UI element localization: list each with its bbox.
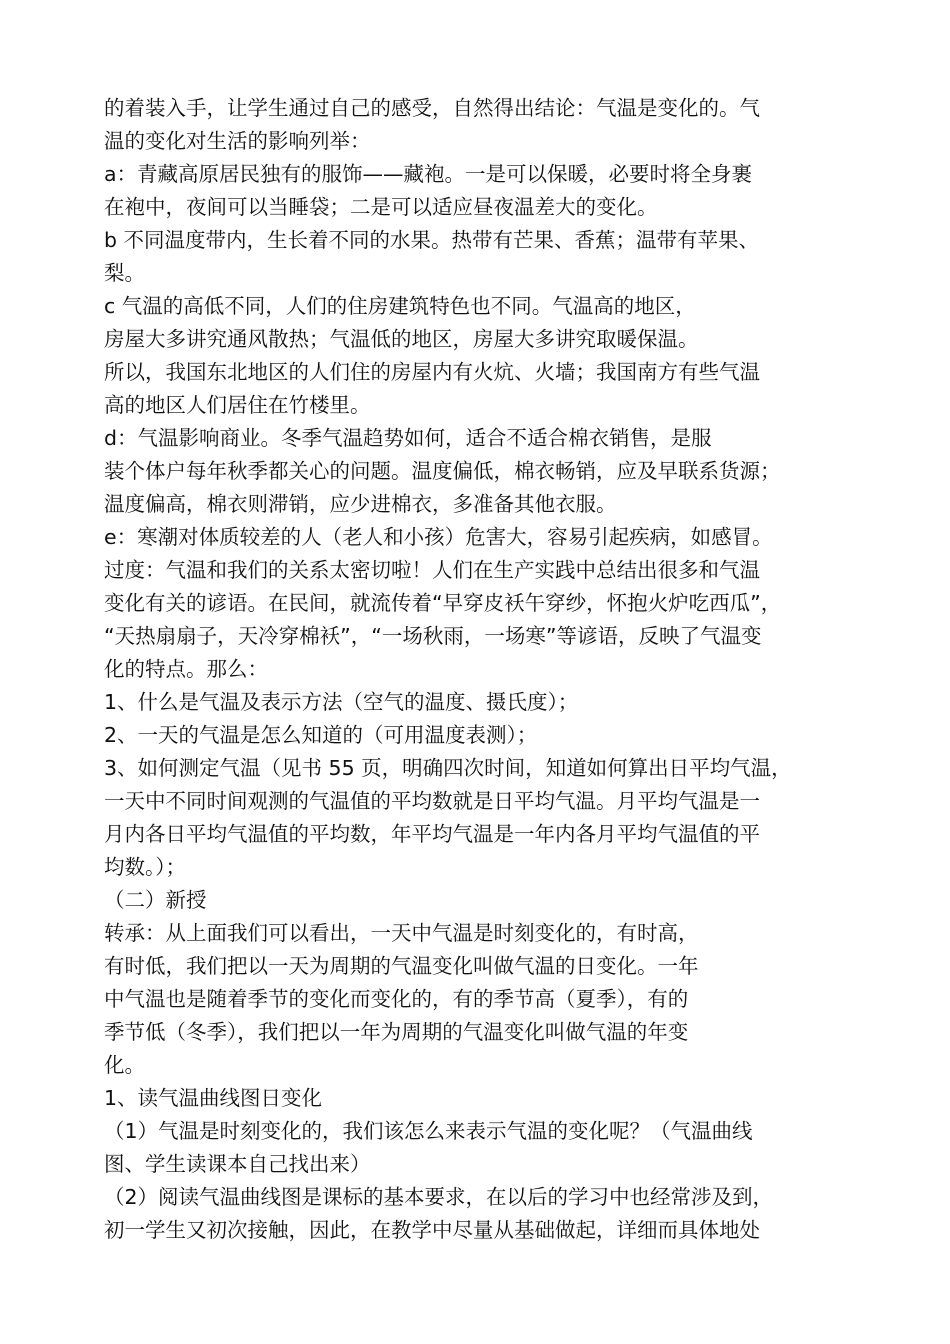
text-line: c 气温的高低不同，人们的住房建筑特色也不同。气温高的地区， <box>104 294 696 318</box>
text-line: 3、如何测定气温（见书 55 页，明确四次时间，知道如何算出日平均气温， <box>104 756 792 780</box>
text-line: 2、一天的气温是怎么知道的（可用温度表测）； <box>104 723 538 747</box>
text-line: 转承：从上面我们可以看出，一天中气温是时刻变化的，有时高， <box>104 921 699 945</box>
text-line: d：气温影响商业。冬季气温趋势如何，适合不适合棉衣销售，是服 <box>104 426 712 450</box>
text-line: 所以，我国东北地区的人们住的房屋内有火炕、火墙；我国南方有些气温 <box>104 360 760 384</box>
text-line: 温度偏高，棉衣则滞销，应少进棉衣，多准备其他衣服。 <box>104 492 617 516</box>
text-line: a：青藏高原居民独有的服饰——藏袍。一是可以保暖，必要时将全身裹 <box>104 162 753 186</box>
text-line: 过度：气温和我们的关系太密切啦！人们在生产实践中总结出很多和气温 <box>104 558 760 582</box>
text-line: 变化有关的谚语。在民间，就流传着“早穿皮袄午穿纱，怀抱火炉吃西瓜”， <box>104 591 782 615</box>
text-line: 一天中不同时间观测的气温值的平均数就是日平均气温。月平均气温是一 <box>104 789 760 813</box>
text-line: （2）阅读气温曲线图是课标的基本要求，在以后的学习中也经常涉及到， <box>104 1185 774 1209</box>
text-line: 化的特点。那么： <box>104 657 268 681</box>
document-body <box>104 92 864 1247</box>
text-line: 高的地区人们居住在竹楼里。 <box>104 393 371 417</box>
text-line: “天热扇扇子，天冷穿棉袄”，“一场秋雨，一场寒”等谚语，反映了气温变 <box>104 624 762 648</box>
text-line: 的着装入手，让学生通过自己的感受，自然得出结论：气温是变化的。气 <box>104 96 760 120</box>
text-line: 在袍中，夜间可以当睡袋；二是可以适应昼夜温差大的变化。 <box>104 195 658 219</box>
text-line: 房屋大多讲究通风散热；气温低的地区，房屋大多讲究取暖保温。 <box>104 327 699 351</box>
text-line: 化。 <box>104 1053 145 1077</box>
text-line: 1、读气温曲线图日变化 <box>104 1086 323 1110</box>
text-line: 图、学生读课本自己找出来） <box>104 1152 371 1176</box>
text-line: e：寒潮对体质较差的人（老人和小孩）危害大，容易引起疾病，如感冒。 <box>104 525 773 549</box>
text-line: 装个体户每年秋季都关心的问题。温度偏低，棉衣畅销，应及早联系货源； <box>104 459 781 483</box>
text-line: 梨。 <box>104 261 145 285</box>
text-line: 温的变化对生活的影响列举： <box>104 129 371 153</box>
text-line: 初一学生又初次接触，因此，在教学中尽量从基础做起，详细而具体地处 <box>104 1218 760 1242</box>
text-line: 均数。）； <box>104 855 186 879</box>
section-heading: （二）新授 <box>104 888 207 912</box>
text-line: b 不同温度带内，生长着不同的水果。热带有芒果、香蕉；温带有苹果、 <box>104 228 760 252</box>
text-line: （1）气温是时刻变化的，我们该怎么来表示气温的变化呢？（气温曲线 <box>104 1119 753 1143</box>
text-line: 有时低，我们把以一天为周期的气温变化叫做气温的日变化。一年 <box>104 954 699 978</box>
text-line: 中气温也是随着季节的变化而变化的，有的季节高（夏季），有的 <box>104 987 689 1011</box>
text-line: 1、什么是气温及表示方法（空气的温度、摄氏度）； <box>104 690 579 714</box>
text-line: 季节低（冬季），我们把以一年为周期的气温变化叫做气温的年变 <box>104 1020 689 1044</box>
text-line: 月内各日平均气温值的平均数，年平均气温是一年内各月平均气温值的平 <box>104 822 760 846</box>
